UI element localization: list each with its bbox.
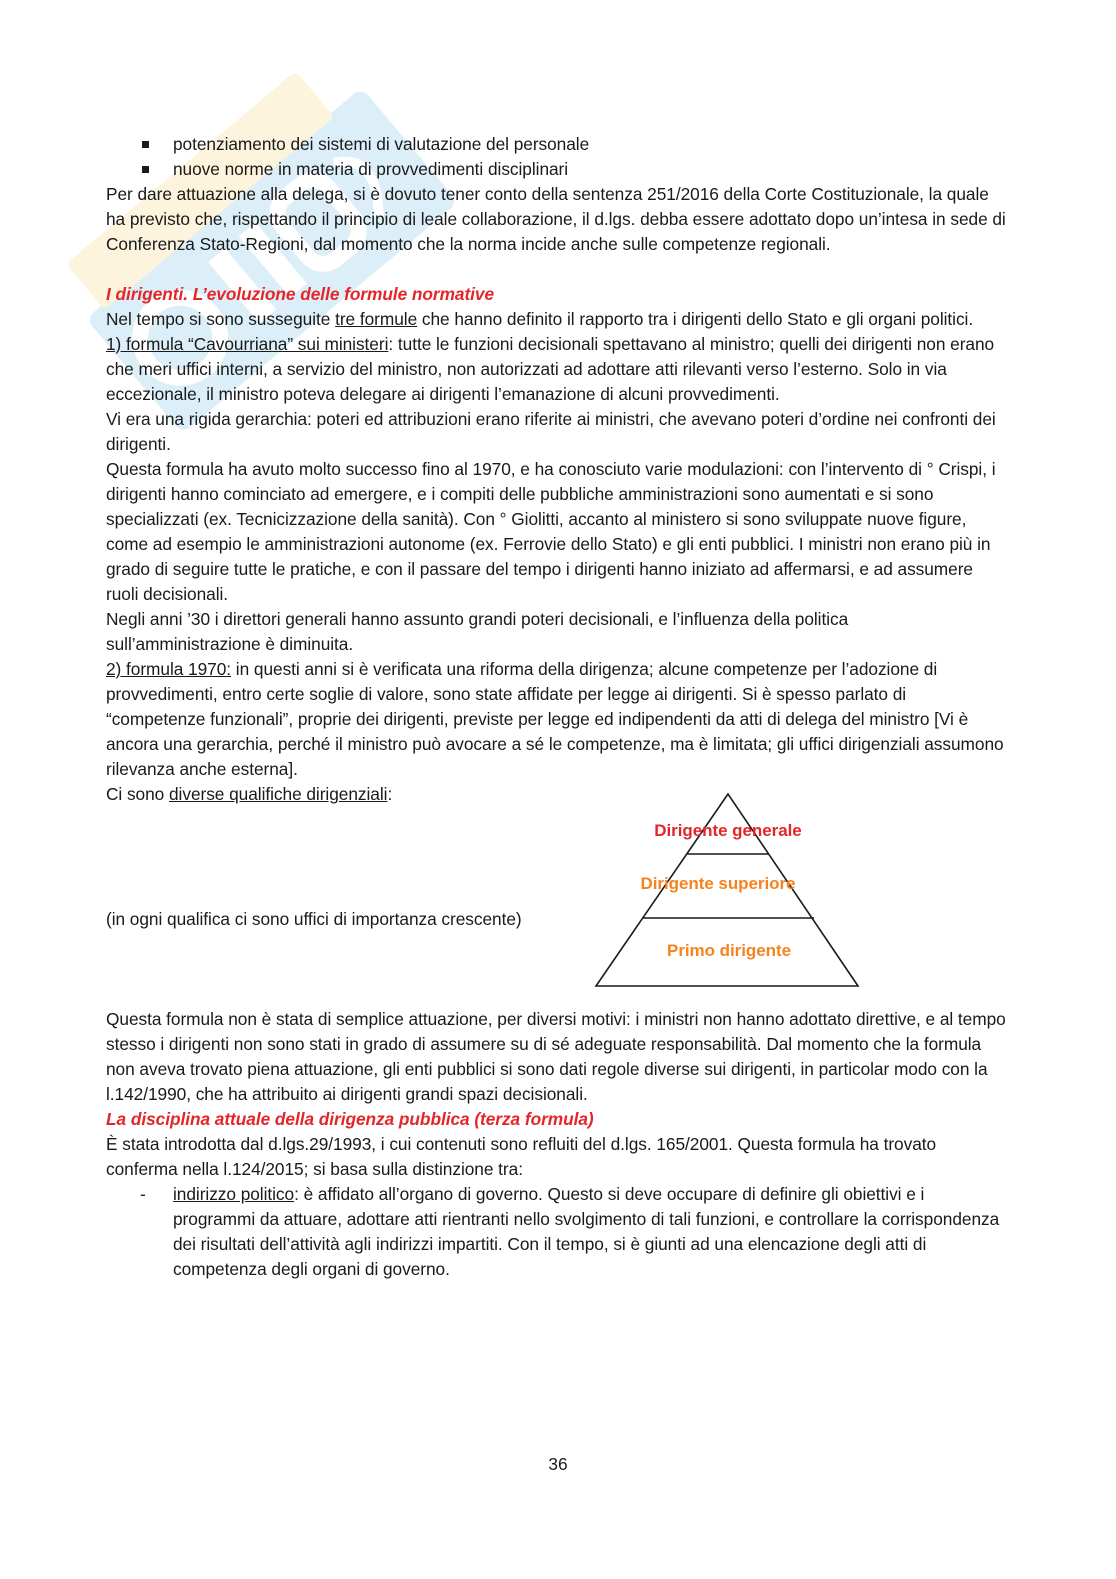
list-item: - indirizzo politico: è affidato all’organo di governo. Questo si deve occupare di definire gli obiettivi e i programmi da attuare, adottare atti rientranti nello svolgimento di tali funzioni, e controllare la corrispondenza dei risultati dell’attività agli indirizzi impartiti. Con il tempo, si è giunti ad una elencazione degli atti di competenza degli organi di governo. (140, 1184, 1000, 1279)
paragraph-gerarchia: Vi era una rigida gerarchia: poteri ed attribuzioni erano riferite ai ministri, che avevano poteri d’ordine nei confronti dei dirigenti. (106, 409, 996, 454)
list-item (106, 132, 1006, 157)
pyramid-level-2: Dirigente superiore (640, 874, 796, 893)
paragraph-intro: Nel tempo si sono susseguite tre formule che hanno definito il rapporto tra i dirigenti dello Stato e gli organi politici. (106, 309, 974, 329)
paragraph-formula-2: 2) formula 1970: in questi anni si è verificata una riforma della dirigenza; alcune competenze per l’adozione di provvedimenti, entro certe soglie di valore, sono state affidate per legge ai dirigenti. Si è spesso parlato di “competenze funzionali”, proprie dei dirigenti, previste per legge ed indipendenti da atti di delega del ministro [Vi è ancora una gerarchia, perché il ministro può avocare a sé le competenze, ma è limitata; gli uffici dirigenziali assumono rilevanza anche esterna]. (106, 659, 1004, 779)
dash-marker: - (140, 1184, 146, 1204)
section-heading-disciplina: La disciplina attuale della dirigenza pubblica (terza formula) (106, 1109, 594, 1129)
underlined-term: diverse qualifiche dirigenziali (169, 784, 388, 804)
paragraph-introdotta: È stata introdotta dal d.lgs.29/1993, i cui contenuti sono refluiti del d.lgs. 165/2001. Questa formula ha trovato conferma nella l.124/2015; si basa sulla distinzione tra: (106, 1134, 937, 1179)
list-item-text: potenziamento dei sistemi di valutazione del personale (173, 134, 590, 154)
paragraph-formula-1: 1) formula “Cavourriana” sui ministeri: tutte le funzioni decisionali spettavano al ministro; quelli dei dirigenti non erano che meri uffici interni, a servizio del ministro, non autorizzati ad adottare atti rilevanti verso l’esterno. Solo in via eccezionale, il ministro poteva delegare ai dirigenti l’emanazione di alcuni provvedimenti. (106, 334, 995, 404)
pyramid-diagram (592, 792, 862, 1002)
paragraph-anni-30: Negli anni ’30 i direttori generali hanno assunto grandi poteri decisionali, e l’influenza della politica sull’amministrazione è diminuita. (106, 609, 849, 654)
formula-2-label: 2) formula 1970: (106, 659, 232, 679)
underlined-term: tre formule (335, 309, 418, 329)
page-content (106, 132, 1006, 1282)
paragraph-successo: Questa formula ha avuto molto successo fino al 1970, e ha conosciuto varie modulazioni: con l’intervento di ° Crispi, i dirigenti hanno cominciato ad emergere, e i compiti delle pubbliche amministrazioni sono aumentati e si sono specializzati (ex. Tecnicizzazione della sanità). Con ° Giolitti, accanto al ministero si sono sviluppate nuove figure, come ad esempio le amministrazioni autonome (ex. Ferrovie dello Stato) e gli enti pubblici. I ministri non erano più in grado di seguire tutte le pratiche, e con il passare del tempo i dirigenti hanno iniziato ad affermarsi, e ad assumere ruoli decisionali. (106, 459, 996, 604)
list-item (106, 157, 1006, 182)
formula-1-label: 1) formula “Cavourriana” sui ministeri (106, 334, 389, 354)
pyramid-level-3: Primo dirigente (667, 941, 791, 960)
page-number: 36 (548, 1454, 568, 1474)
paragraph-attuazione: Questa formula non è stata di semplice attuazione, per diversi motivi: i ministri non hanno adottato direttive, e al tempo stesso i dirigenti non sono stati in grado di assumere su di sé adeguate responsabilità. Dal momento che la formula non aveva trovato piena attuazione, gli enti pubblici si sono dati regole diverse sui dirigenti, in particolar modo con la l.142/1990, che ha attribuito ai dirigenti grandi spazi decisionali. (106, 1009, 1006, 1104)
paragraph-sentenza: Per dare attuazione alla delega, si è dovuto tener conto della sentenza 251/2016 della Corte Costituzionale, la quale ha previsto che, rispettando il principio di leale collaborazione, il d.lgs. debba essere adottato dopo un’intesa in sede di Conferenza Stato-Regioni, dal momento che la norma incide anche sulle competenze regionali. (106, 184, 1006, 254)
qualifiche-diagram-row (106, 807, 1006, 1007)
square-bullet-icon (142, 166, 149, 173)
list-item-text: nuove norme in materia di provvedimenti disciplinari (173, 159, 569, 179)
qualifiche-note: (in ogni qualifica ci sono uffici di importanza crescente) (106, 909, 522, 929)
section-heading-dirigenti: I dirigenti. L’evoluzione delle formule normative (106, 284, 495, 304)
pyramid-level-1: Dirigente generale (654, 821, 802, 840)
paragraph-qualifiche: Ci sono diverse qualifiche dirigenziali: (106, 784, 393, 804)
square-bullet-icon (142, 141, 149, 148)
indirizzo-politico-label: indirizzo politico (173, 1184, 295, 1204)
